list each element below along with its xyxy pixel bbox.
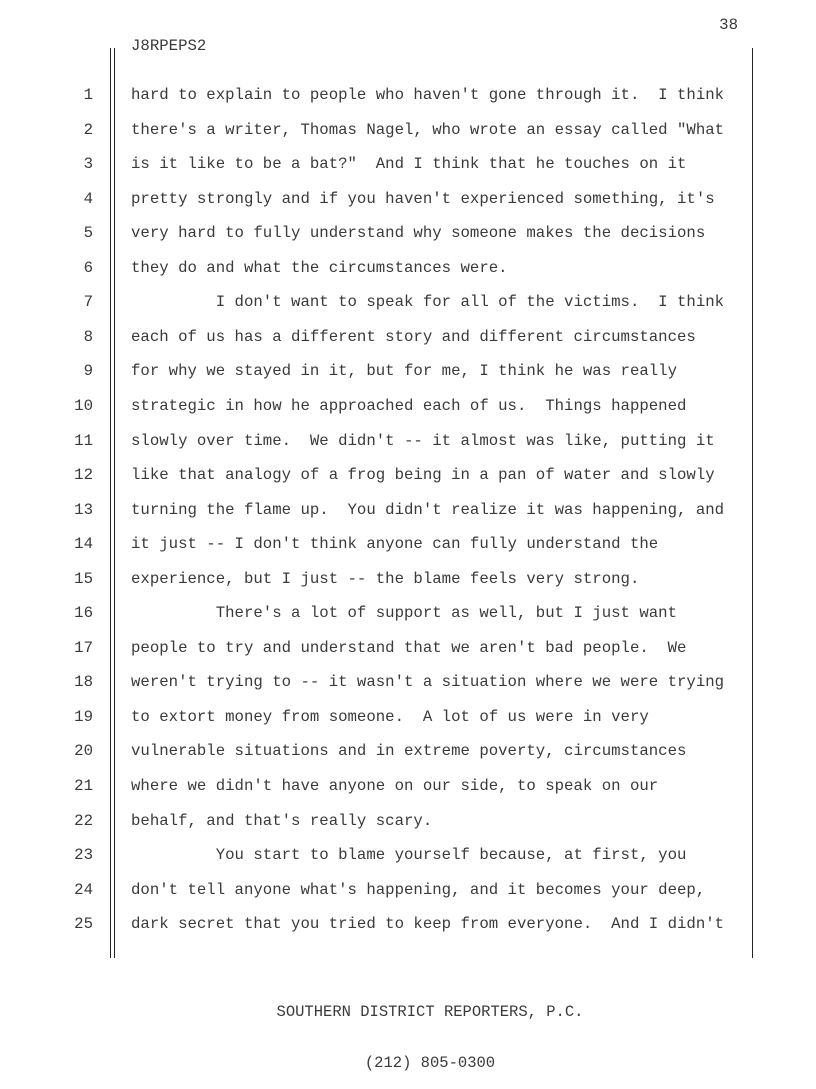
line-number: 12	[74, 466, 93, 485]
line-text: experience, but I just -- the blame feels very strong.	[131, 569, 640, 588]
line-number: 1	[83, 86, 93, 104]
transcript-header-id: J8RPEPS2	[131, 37, 207, 55]
transcript-line	[0, 844, 816, 866]
line-number: 24	[74, 880, 93, 899]
line-text: like that analogy of a frog being in a pan of water and slowly	[131, 466, 715, 485]
transcript-line	[0, 810, 816, 832]
line-number: 5	[83, 224, 93, 243]
transcript-line	[0, 568, 816, 590]
line-text: I don't want to speak for all of the victims. I think	[131, 293, 725, 312]
line-number: 16	[74, 604, 93, 623]
transcript-line	[0, 740, 816, 762]
line-number: 22	[74, 811, 93, 830]
line-text: weren't trying to -- it wasn't a situation where we were trying	[131, 673, 725, 692]
transcript-line	[0, 257, 816, 279]
line-number: 15	[74, 569, 93, 588]
line-text: it just -- I don't think anyone can fully understand the	[131, 535, 659, 554]
transcript-line	[0, 360, 816, 382]
transcript-line	[0, 671, 816, 693]
transcript-line	[0, 499, 816, 521]
footer-phone: (212) 805-0300	[364, 1054, 496, 1072]
line-number: 6	[83, 258, 93, 277]
line-number: 8	[83, 327, 93, 346]
line-text: vulnerable situations and in extreme poverty, circumstances	[131, 742, 687, 761]
line-text: behalf, and that's really scary.	[131, 811, 433, 830]
line-text: very hard to fully understand why someone makes the decisions	[131, 224, 706, 243]
transcript-line	[0, 222, 816, 244]
line-number: 10	[74, 396, 93, 415]
transcript-line	[0, 879, 816, 901]
page-number: 38	[719, 16, 738, 34]
transcript-line	[0, 326, 816, 348]
transcript-line	[0, 533, 816, 555]
transcript-line	[0, 153, 816, 175]
line-number: 9	[83, 362, 93, 381]
transcript-line	[0, 291, 816, 313]
line-number: 3	[83, 155, 93, 174]
line-number: 21	[74, 777, 93, 795]
line-number: 2	[83, 120, 93, 139]
transcript-line	[0, 775, 816, 797]
line-text: hard to explain to people who haven't gone through it. I think	[131, 86, 725, 104]
transcript-line	[0, 706, 816, 728]
transcript-line	[0, 395, 816, 417]
line-text: there's a writer, Thomas Nagel, who wrote an essay called "What	[131, 120, 725, 139]
line-number: 11	[74, 431, 93, 450]
line-text: slowly over time. We didn't -- it almost was like, putting it	[131, 431, 715, 450]
transcript-line	[0, 430, 816, 452]
line-text: You start to blame yourself because, at first, you	[131, 846, 687, 865]
line-text: people to try and understand that we aren't bad people. We	[131, 638, 687, 657]
line-text: pretty strongly and if you haven't experienced something, it's	[131, 189, 715, 208]
line-number: 13	[74, 500, 93, 519]
line-text: where we didn't have anyone on our side, to speak on our	[131, 777, 659, 795]
line-text: dark secret that you tried to keep from everyone. And I didn't	[131, 915, 725, 934]
transcript-line	[0, 84, 816, 106]
line-text: turning the flame up. You didn't realize it was happening, and	[131, 500, 725, 519]
line-number: 17	[74, 638, 93, 657]
line-text: is it like to be a bat?" And I think that he touches on it	[131, 155, 687, 174]
line-number: 14	[74, 535, 93, 554]
footer	[0, 970, 816, 1089]
line-number: 4	[83, 189, 93, 208]
line-text: There's a lot of support as well, but I just want	[131, 604, 678, 623]
line-text: each of us has a different story and different circumstances	[131, 327, 696, 346]
line-text: strategic in how he approached each of us. Things happened	[131, 396, 687, 415]
line-text: to extort money from someone. A lot of us were in very	[131, 707, 649, 726]
line-number: 23	[74, 846, 93, 865]
line-text: for why we stayed in it, but for me, I think he was really	[131, 362, 678, 381]
transcript-line	[0, 119, 816, 141]
line-number: 19	[74, 707, 93, 726]
line-text: don't tell anyone what's happening, and it becomes your deep,	[131, 880, 706, 899]
transcript-line	[0, 188, 816, 210]
line-number: 20	[74, 742, 93, 761]
transcript-line	[0, 602, 816, 624]
line-number: 7	[83, 293, 93, 312]
line-text: they do and what the circumstances were.	[131, 258, 508, 277]
transcript-line	[0, 637, 816, 659]
line-number: 18	[74, 673, 93, 692]
footer-reporter-name: SOUTHERN DISTRICT REPORTERS, P.C.	[276, 1003, 584, 1021]
line-number: 25	[74, 915, 93, 934]
transcript-line	[0, 464, 816, 486]
transcript-line	[0, 913, 816, 935]
